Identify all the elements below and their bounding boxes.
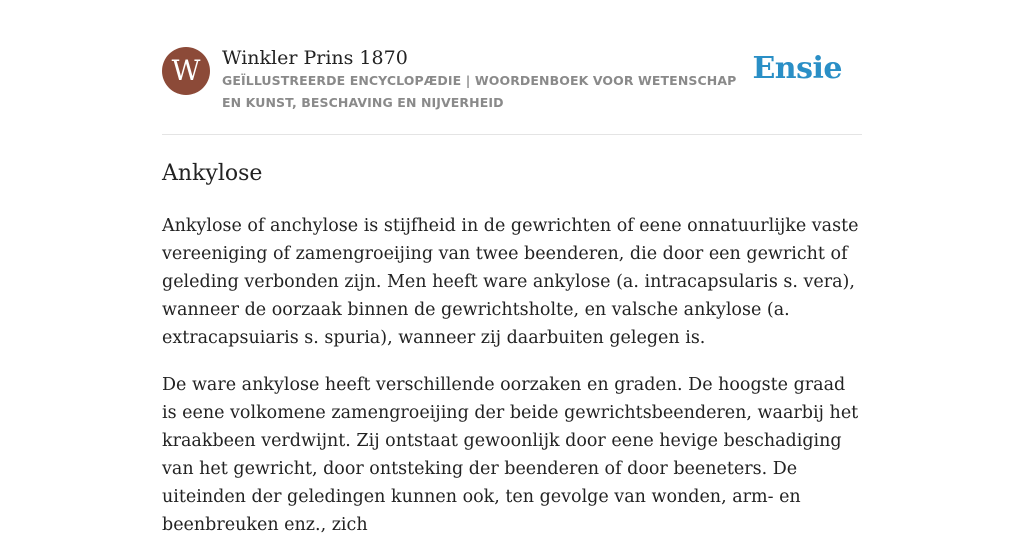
source-info bbox=[222, 46, 747, 114]
source-avatar[interactable]: W bbox=[162, 47, 210, 95]
source-subtitle: GEÏLLUSTREERDE ENCYCLOPÆDIE | WOORDENBOEK VOOR WETENSCHAP EN KUNST, BESCHAVING EN NIJVERHEID bbox=[222, 73, 737, 110]
page bbox=[162, 0, 862, 539]
entry-paragraph: De ware ankylose heeft verschillende oorzaken en graden. De hoogste graad is eene volkomene zamengroeijing der beide gewrichtsbeenderen, waarbij het kraakbeen verdwijnt. Zij ontstaat gewoonlijk door eene hevige beschadiging van het gewricht, door ontsteking der beenderen of door beeneters. De uiteinden der geledingen kunnen ook, ten gevolge van wonden, arm- en beenbreuken enz., zich bbox=[162, 375, 859, 535]
header bbox=[162, 46, 862, 135]
source-title[interactable]: Winkler Prins 1870 bbox=[222, 47, 408, 69]
entry-title: Ankylose bbox=[162, 161, 263, 186]
ensie-logo[interactable]: Ensie bbox=[752, 51, 842, 86]
entry-paragraph: Ankylose of anchylose is stijfheid in de gewrichten of eene onnatuurlijke vaste vereeniging of zamengroeijing van twee beenderen, die door een gewricht of geleding verbonden zijn. Men heeft ware ankylose (a. intracapsularis s. vera), wanneer de oorzaak binnen de gewrichtsholte, en valsche ankylose (a. extracapsuiaris s. spuria), wanneer zij daarbuiten gelegen is. bbox=[162, 216, 859, 348]
